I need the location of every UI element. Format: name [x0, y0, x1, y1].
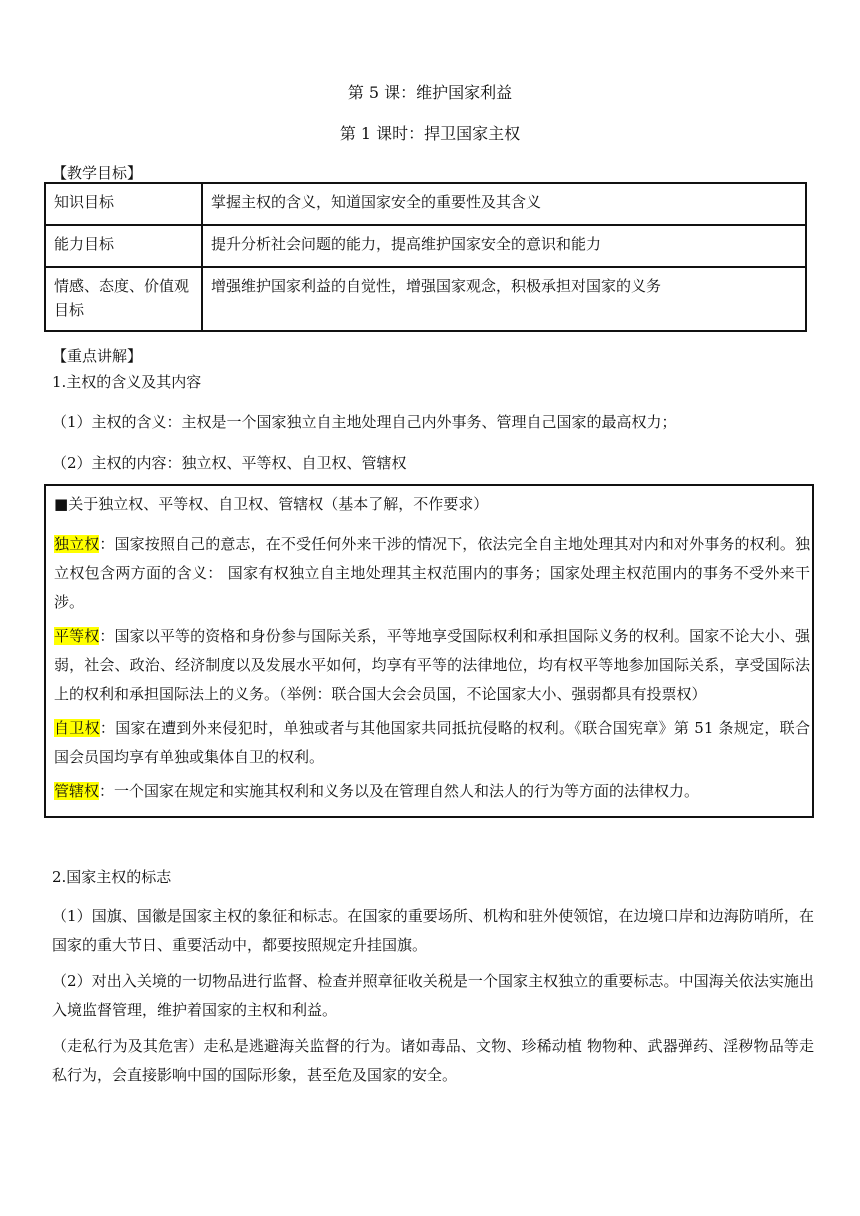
table-row [45, 267, 806, 331]
smuggling-paragraph: （走私行为及其危害）走私是逃避海关监督的行为。诸如毒品、文物、珍稀动植 物物种、武器弹药、淫秽物品等走私行为，会直接影响中国的国际形象，甚至危及国家的安全。 [52, 1037, 814, 1084]
box-heading: 关于独立权、平等权、自卫权、管辖权（基本了解，不作要求） [68, 495, 489, 513]
goals-table [44, 182, 807, 332]
term-highlight: 自卫权 [54, 719, 100, 737]
lesson-subtitle: 第 1 课时：捍卫国家主权 [339, 124, 521, 143]
term-definition: ：国家以平等的资格和身份参与国际关系，平等地享受国际权利和承担国际义务的权利。国家不论大小、强弱，社会、政治、经济制度以及发展水平如何，均享有平等的法律地位，均有权平等地参加国际关系，享受国际法上的权利和承担国际法上的义务。（举例：联合国大会会员国，不论国家大小、强弱都具有投票权） [54, 627, 810, 703]
term-definition: ：一个国家在规定和实施其权利和义务以及在管理自然人和法人的行为等方面的法律权力。 [99, 782, 700, 800]
right-self-defense [54, 714, 810, 772]
goal-key: 情感、态度、价值观目标 [45, 267, 202, 331]
rights-info-box [44, 484, 814, 818]
flag-emblem-paragraph: （1）国旗、国徽是国家主权的象征和标志。在国家的重要场所、机构和驻外使领馆，在边境口岸和边海防哨所，在国家的重大节日、重要活动中，都要按照规定升挂国旗。 [52, 907, 814, 954]
table-row [45, 183, 806, 225]
goal-value: 掌握主权的含义，知道国家安全的重要性及其含义 [202, 183, 806, 225]
goal-value: 增强维护国家利益的自觉性，增强国家观念，积极承担对国家的义务 [202, 267, 806, 331]
square-bullet-icon: ■ [54, 495, 69, 513]
sovereignty-content: （2）主权的内容：独立权、平等权、自卫权、管辖权 [52, 454, 407, 472]
sovereignty-definition: （1）主权的含义：主权是一个国家独立自主地处理自己内外事务、管理自己国家的最高权力； [52, 413, 677, 431]
section-2-heading: 2.国家主权的标志 [52, 868, 172, 886]
goals-heading: 【教学目标】 [52, 164, 143, 182]
goal-key: 能力目标 [45, 225, 202, 267]
goal-key: 知识目标 [45, 183, 202, 225]
term-highlight: 独立权 [54, 535, 100, 553]
term-definition: ：国家在遭到外来侵犯时，单独或者与其他国家共同抵抗侵略的权利。《联合国宪章》第 51 条规定，联合国会员国均享有单独或集体自卫的权利。 [54, 719, 810, 766]
key-points-heading: 【重点讲解】 [52, 347, 143, 365]
term-definition: ：国家按照自己的意志，在不受任何外来干涉的情况下，依法完全自主地处理其对内和对外事务的权利。独立权包含两方面的含义： 国家有权独立自主地处理其主权范围内的事务；国家处理主权范围内的事务不受外来干涉。 [54, 535, 810, 611]
box-heading-line [54, 490, 810, 519]
customs-paragraph: （2）对出入关境的一切物品进行监督、检查并照章征收关税是一个国家主权独立的重要标志。中国海关依法实施出入境监督管理，维护着国家的主权和利益。 [52, 972, 814, 1019]
term-highlight: 平等权 [54, 627, 100, 645]
goal-value: 提升分析社会问题的能力，提高维护国家安全的意识和能力 [202, 225, 806, 267]
lesson-title: 第 5 课：维护国家利益 [347, 83, 513, 102]
table-row [45, 225, 806, 267]
right-jurisdiction [54, 777, 810, 806]
section-1-heading: 1.主权的含义及其内容 [52, 373, 202, 391]
right-independence [54, 530, 810, 617]
right-equality [54, 622, 810, 709]
term-highlight: 管辖权 [54, 782, 100, 800]
